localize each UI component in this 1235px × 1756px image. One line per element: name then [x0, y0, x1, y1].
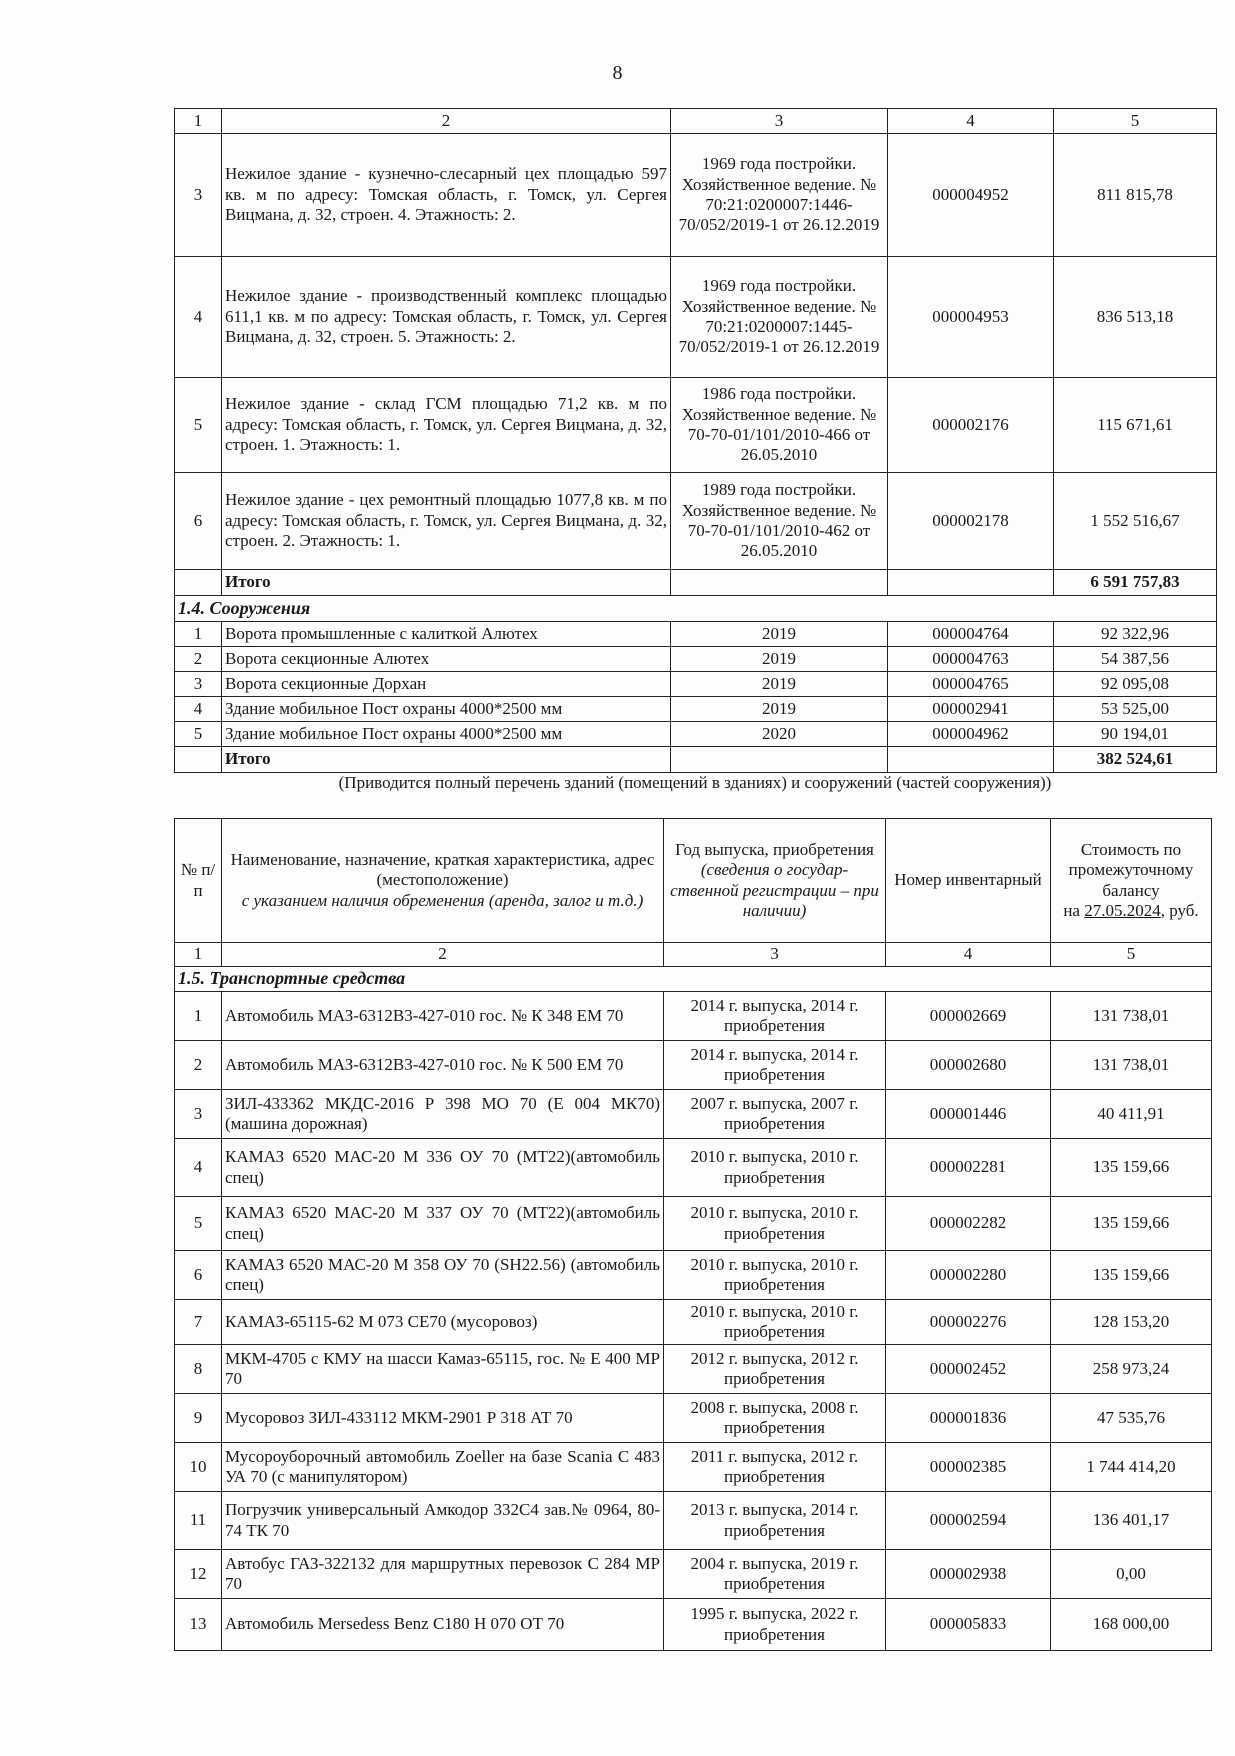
item-registration: 2010 г. выпуска, 2010 г. приобретения — [664, 1197, 886, 1251]
table-row — [175, 134, 1217, 257]
section-row — [175, 596, 1217, 622]
inventory-number: 000002941 — [888, 697, 1054, 722]
row-number: 12 — [175, 1550, 222, 1599]
vehicles-table — [174, 818, 1212, 1651]
item-registration: 2010 г. выпуска, 2010 г. приобретения — [664, 1300, 886, 1345]
inventory-number: 000004765 — [888, 672, 1054, 697]
item-cost: 131 738,01 — [1051, 1041, 1212, 1090]
inventory-number: 000002938 — [886, 1550, 1051, 1599]
item-registration: 2014 г. выпуска, 2014 г. приобретения — [664, 1041, 886, 1090]
row-number: 5 — [175, 1197, 222, 1251]
table-header-row — [175, 819, 1212, 943]
row-number: 6 — [175, 473, 222, 570]
table-row — [175, 473, 1217, 570]
item-registration: 1969 года постройки. Хозяйственное ведение. № 70:21:0200007:1446-70/052/2019-1 от 26.12.2019 — [671, 134, 888, 257]
item-registration: 2019 — [671, 647, 888, 672]
table-row — [175, 1345, 1212, 1394]
inventory-number: 000002280 — [886, 1251, 1051, 1300]
header-year: Год выпуска, приобретения (сведения о государ-ственной регистрации – при наличии) — [664, 819, 886, 943]
list-note: (Приводится полный перечень зданий (помещений в зданиях) и сооружений (частей сооружения)) — [338, 773, 1052, 792]
table-row — [175, 647, 1217, 672]
row-number: 3 — [175, 1090, 222, 1139]
item-cost: 811 815,78 — [1054, 134, 1217, 257]
header-name: Наименование, назначение, краткая характеристика, адрес (местоположение) с указанием наличия обременения (аренда, залог и т.д.) — [222, 819, 664, 943]
item-name: Автобус ГАЗ-322132 для маршрутных перевозок С 284 МР 70 — [222, 1550, 664, 1599]
inventory-number: 000002385 — [886, 1443, 1051, 1492]
item-registration: 2014 г. выпуска, 2014 г. приобретения — [664, 992, 886, 1041]
row-number: 2 — [175, 1041, 222, 1090]
item-registration: 2019 — [671, 697, 888, 722]
inventory-number: 000002178 — [888, 473, 1054, 570]
row-number: 2 — [175, 647, 222, 672]
item-name: КАМАЗ 6520 МАС-20 М 336 ОУ 70 (МТ22)(автомобиль спец) — [222, 1139, 664, 1197]
item-name: Нежилое здание - цех ремонтный площадью 1077,8 кв. м по адресу: Томская область, г. Томск, ул. Сергея Вицмана, д. 32, строен. 2. Этажность: 1. — [222, 473, 671, 570]
section-title: 1.4. Сооружения — [175, 596, 1217, 622]
table-row — [175, 1090, 1212, 1139]
inventory-number: 000005833 — [886, 1599, 1051, 1651]
row-number: 1 — [175, 622, 222, 647]
table-row — [175, 622, 1217, 647]
buildings-structures-table — [174, 108, 1217, 773]
total-value: 6 591 757,83 — [1054, 570, 1217, 596]
row-number: 5 — [175, 378, 222, 473]
item-name: Здание мобильное Пост охраны 4000*2500 мм — [222, 722, 671, 747]
item-registration: 2019 — [671, 672, 888, 697]
item-name: Нежилое здание - производственный комплекс площадью 611,1 кв. м по адресу: Томская область, г. Томск, ул. Сергея Вицмана, д. 32, строен. 5. Этажность: 2. — [222, 257, 671, 378]
item-cost: 168 000,00 — [1051, 1599, 1212, 1651]
item-cost: 54 387,56 — [1054, 647, 1217, 672]
column-number: 1 — [175, 109, 222, 134]
item-registration: 1986 года постройки. Хозяйственное ведение. № 70-70-01/101/2010-466 от 26.05.2010 — [671, 378, 888, 473]
item-registration: 2010 г. выпуска, 2010 г. приобретения — [664, 1139, 886, 1197]
item-cost: 90 194,01 — [1054, 722, 1217, 747]
table-row — [175, 257, 1217, 378]
page-number: 8 — [612, 62, 623, 84]
item-name: Ворота секционные Алютех — [222, 647, 671, 672]
column-number: 4 — [888, 109, 1054, 134]
table-row — [175, 992, 1212, 1041]
column-number: 4 — [886, 943, 1051, 967]
item-name: Мусоровоз ЗИЛ-433112 МКМ-2901 Р 318 АТ 70 — [222, 1394, 664, 1443]
item-registration: 1969 года постройки. Хозяйственное ведение. № 70:21:0200007:1445-70/052/2019-1 от 26.12.2019 — [671, 257, 888, 378]
item-cost: 92 322,96 — [1054, 622, 1217, 647]
inventory-number: 000002176 — [888, 378, 1054, 473]
item-name: КАМАЗ 6520 МАС-20 М 337 ОУ 70 (МТ22)(автомобиль спец) — [222, 1197, 664, 1251]
balance-date: 27.05.2024 — [1084, 900, 1161, 920]
item-name: Автомобиль МАЗ-6312В3-427-010 гос. № К 500 ЕМ 70 — [222, 1041, 664, 1090]
item-cost: 115 671,61 — [1054, 378, 1217, 473]
item-registration: 2019 — [671, 622, 888, 647]
column-number-row — [175, 943, 1212, 967]
row-number: 10 — [175, 1443, 222, 1492]
item-name: Погрузчик универсальный Амкодор 332С4 зав.№ 0964, 80-74 ТК 70 — [222, 1492, 664, 1550]
table-row — [175, 1394, 1212, 1443]
item-name: ЗИЛ-433362 МКДС-2016 Р 398 МО 70 (Е 004 МК70) (машина дорожная) — [222, 1090, 664, 1139]
row-number: 4 — [175, 1139, 222, 1197]
row-number: 7 — [175, 1300, 222, 1345]
item-registration: 2020 — [671, 722, 888, 747]
item-cost: 135 159,66 — [1051, 1197, 1212, 1251]
item-name: КАМАЗ-65115-62 М 073 СЕ70 (мусоровоз) — [222, 1300, 664, 1345]
header-num: № п/п — [175, 819, 222, 943]
item-name: КАМАЗ 6520 МАС-20 М 358 ОУ 70 (SH22.56) (автомобиль спец) — [222, 1251, 664, 1300]
row-number: 3 — [175, 672, 222, 697]
table-row — [175, 1251, 1212, 1300]
table-row — [175, 1197, 1212, 1251]
item-cost: 1 552 516,67 — [1054, 473, 1217, 570]
item-cost: 836 513,18 — [1054, 257, 1217, 378]
table-row — [175, 1599, 1212, 1651]
total-label: Итого — [222, 570, 671, 596]
section-title: 1.5. Транспортные средства — [175, 967, 1212, 992]
item-cost: 258 973,24 — [1051, 1345, 1212, 1394]
empty-cell — [888, 570, 1054, 596]
column-number-row — [175, 109, 1217, 134]
item-registration: 2007 г. выпуска, 2007 г. приобретения — [664, 1090, 886, 1139]
inventory-number: 000004953 — [888, 257, 1054, 378]
item-cost: 135 159,66 — [1051, 1139, 1212, 1197]
item-registration: 2010 г. выпуска, 2010 г. приобретения — [664, 1251, 886, 1300]
item-cost: 47 535,76 — [1051, 1394, 1212, 1443]
table-row — [175, 1443, 1212, 1492]
table-row — [175, 1492, 1212, 1550]
total-row — [175, 747, 1217, 773]
header-cost: Стоимость по промежуточному балансу на 27.05.2024, руб. — [1051, 819, 1212, 943]
item-name: Здание мобильное Пост охраны 4000*2500 мм — [222, 697, 671, 722]
empty-cell — [175, 747, 222, 773]
item-cost: 92 095,08 — [1054, 672, 1217, 697]
total-value: 382 524,61 — [1054, 747, 1217, 773]
row-number: 3 — [175, 134, 222, 257]
inventory-number: 000002680 — [886, 1041, 1051, 1090]
item-registration: 2011 г. выпуска, 2012 г. приобретения — [664, 1443, 886, 1492]
inventory-number: 000002669 — [886, 992, 1051, 1041]
row-number: 9 — [175, 1394, 222, 1443]
inventory-number: 000002281 — [886, 1139, 1051, 1197]
inventory-number: 000001446 — [886, 1090, 1051, 1139]
item-cost: 135 159,66 — [1051, 1251, 1212, 1300]
table-row — [175, 1550, 1212, 1599]
table-row — [175, 378, 1217, 473]
item-registration: 2013 г. выпуска, 2014 г. приобретения — [664, 1492, 886, 1550]
item-cost: 136 401,17 — [1051, 1492, 1212, 1550]
row-number: 4 — [175, 257, 222, 378]
row-number: 5 — [175, 722, 222, 747]
item-cost: 40 411,91 — [1051, 1090, 1212, 1139]
inventory-number: 000002276 — [886, 1300, 1051, 1345]
empty-cell — [671, 570, 888, 596]
column-number: 3 — [664, 943, 886, 967]
item-name: Мусороуборочный автомобиль Zoeller на базе Scania С 483 УА 70 (с манипулятором) — [222, 1443, 664, 1492]
column-number: 1 — [175, 943, 222, 967]
empty-cell — [888, 747, 1054, 773]
total-row — [175, 570, 1217, 596]
column-number: 5 — [1054, 109, 1217, 134]
table-row — [175, 722, 1217, 747]
row-number: 13 — [175, 1599, 222, 1651]
inventory-number: 000002282 — [886, 1197, 1051, 1251]
item-registration: 1989 года постройки. Хозяйственное ведение. № 70-70-01/101/2010-462 от 26.05.2010 — [671, 473, 888, 570]
inventory-number: 000001836 — [886, 1394, 1051, 1443]
empty-cell — [175, 570, 222, 596]
column-number: 2 — [222, 109, 671, 134]
inventory-number: 000004952 — [888, 134, 1054, 257]
item-cost: 0,00 — [1051, 1550, 1212, 1599]
table-row — [175, 672, 1217, 697]
row-number: 8 — [175, 1345, 222, 1394]
empty-cell — [671, 747, 888, 773]
item-registration: 2012 г. выпуска, 2012 г. приобретения — [664, 1345, 886, 1394]
item-cost: 131 738,01 — [1051, 992, 1212, 1041]
inventory-number: 000002594 — [886, 1492, 1051, 1550]
inventory-number: 000004763 — [888, 647, 1054, 672]
table-row — [175, 697, 1217, 722]
item-registration: 2008 г. выпуска, 2008 г. приобретения — [664, 1394, 886, 1443]
row-number: 1 — [175, 992, 222, 1041]
inventory-number: 000004764 — [888, 622, 1054, 647]
column-number: 2 — [222, 943, 664, 967]
column-number: 5 — [1051, 943, 1212, 967]
item-name: Автомобиль Mersedess Benz C180 Н 070 ОТ 70 — [222, 1599, 664, 1651]
row-number: 4 — [175, 697, 222, 722]
item-name: Нежилое здание - кузнечно-слесарный цех площадью 597 кв. м по адресу: Томская область, г. Томск, ул. Сергея Вицмана, д. 32, строен. 4. Этажность: 2. — [222, 134, 671, 257]
section-row — [175, 967, 1212, 992]
column-number: 3 — [671, 109, 888, 134]
item-name: Нежилое здание - склад ГСМ площадью 71,2 кв. м по адресу: Томская область, г. Томск, ул. Сергея Вицмана, д. 32, строен. 1. Этажность: 1. — [222, 378, 671, 473]
row-number: 6 — [175, 1251, 222, 1300]
item-cost: 53 525,00 — [1054, 697, 1217, 722]
item-cost: 1 744 414,20 — [1051, 1443, 1212, 1492]
item-registration: 1995 г. выпуска, 2022 г. приобретения — [664, 1599, 886, 1651]
item-name: Ворота секционные Дорхан — [222, 672, 671, 697]
item-registration: 2004 г. выпуска, 2019 г. приобретения — [664, 1550, 886, 1599]
item-name: Автомобиль МАЗ-6312В3-427-010 гос. № К 348 ЕМ 70 — [222, 992, 664, 1041]
total-label: Итого — [222, 747, 671, 773]
header-inventory: Номер инвентарный — [886, 819, 1051, 943]
item-name: МКМ-4705 с КМУ на шасси Камаз-65115, гос. № Е 400 МР 70 — [222, 1345, 664, 1394]
row-number: 11 — [175, 1492, 222, 1550]
table-row — [175, 1041, 1212, 1090]
table-row — [175, 1139, 1212, 1197]
inventory-number: 000004962 — [888, 722, 1054, 747]
item-name: Ворота промышленные с калиткой Алютех — [222, 622, 671, 647]
table-row — [175, 1300, 1212, 1345]
inventory-number: 000002452 — [886, 1345, 1051, 1394]
item-cost: 128 153,20 — [1051, 1300, 1212, 1345]
